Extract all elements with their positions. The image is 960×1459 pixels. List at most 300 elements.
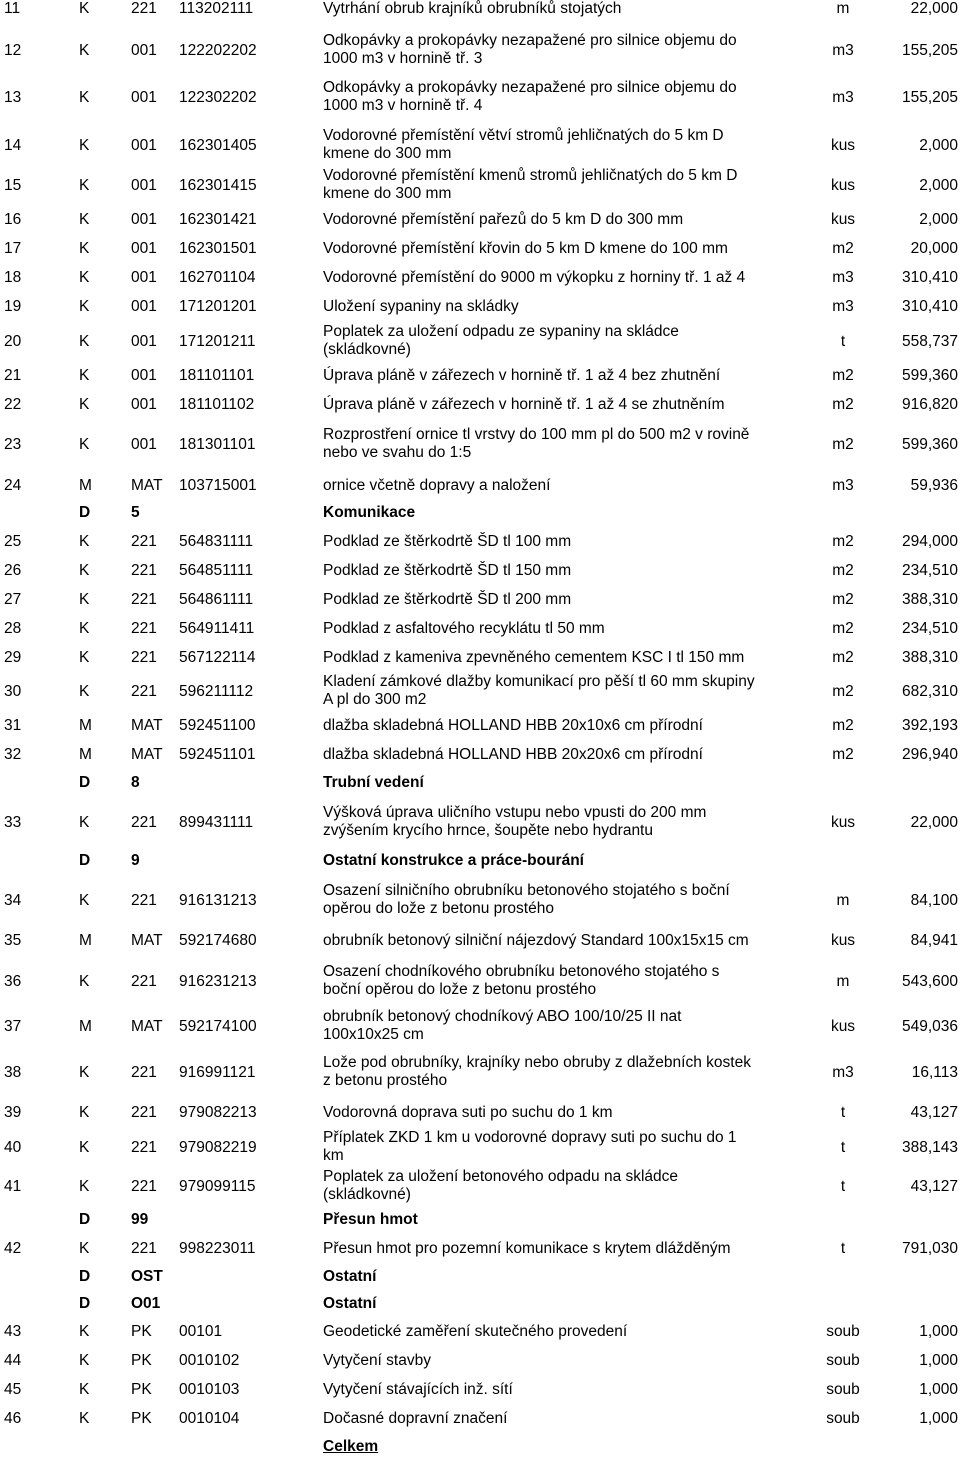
row-type: K	[79, 333, 90, 350]
row-type: K	[79, 396, 90, 413]
row-code: 001	[131, 436, 157, 453]
row-quantity: 392,193	[901, 717, 958, 734]
row-code: 221	[131, 814, 157, 831]
row-type: K	[79, 1240, 90, 1257]
row-quantity: 599,360	[901, 436, 958, 453]
row-number: 11	[4, 0, 21, 17]
row-number: 25	[4, 533, 22, 550]
row-code: 001	[131, 367, 157, 384]
row-code: 001	[131, 298, 157, 315]
row-unit: kus	[830, 211, 856, 228]
row-description: dlažba skladebná HOLLAND HBB 20x20x6 cm přírodní	[323, 746, 703, 763]
table-row	[0, 477, 960, 495]
table-row	[0, 324, 960, 360]
section-row	[0, 1295, 960, 1313]
row-type: K	[79, 562, 90, 579]
row-description: (skládkovné)	[323, 341, 411, 358]
row-number: 24	[4, 477, 22, 494]
row-type: K	[79, 973, 90, 990]
row-type: M	[79, 932, 92, 949]
row-number: 18	[4, 269, 22, 286]
row-unit: m2	[832, 717, 854, 734]
row-unit: m2	[832, 746, 854, 763]
row-quantity: 155,205	[901, 42, 958, 59]
row-code: 221	[131, 0, 157, 17]
table-row	[0, 168, 960, 204]
row-description: Vodorovné přemístění do 9000 m výkopku z horniny tř. 1 až 4	[323, 269, 746, 286]
row-number: 22	[4, 396, 22, 413]
row-description: nebo ve svahu do 1:5	[323, 444, 472, 461]
row-code: 221	[131, 892, 157, 909]
row-type: K	[79, 1323, 90, 1340]
row-code: 001	[131, 42, 157, 59]
row-unit: t	[840, 1104, 846, 1121]
section-row	[0, 1268, 960, 1286]
row-unit: m2	[832, 533, 854, 550]
row-code: 221	[131, 683, 157, 700]
row-description: 1000 m3 v hornině tř. 4	[323, 97, 483, 114]
row-code: 5	[131, 504, 140, 521]
row-code: MAT	[131, 477, 163, 494]
row-code: 001	[131, 269, 157, 286]
row-number: 44	[4, 1352, 22, 1369]
table-row	[0, 649, 960, 667]
table-row	[0, 805, 960, 841]
row-description: Podklad ze štěrkodrtě ŠD tl 100 mm	[323, 533, 572, 550]
table-row	[0, 1410, 960, 1428]
table-row	[0, 1323, 960, 1341]
row-quantity: 43,127	[910, 1178, 958, 1195]
table-row	[0, 591, 960, 609]
row-item-number: 916131213	[179, 892, 257, 909]
table-row	[0, 0, 960, 18]
table-row	[0, 128, 960, 164]
table-row	[0, 80, 960, 116]
row-type: K	[79, 42, 90, 59]
row-description: Komunikace	[323, 504, 416, 521]
table-row	[0, 1009, 960, 1045]
row-code: PK	[131, 1352, 152, 1369]
row-number: 43	[4, 1323, 22, 1340]
row-type: K	[79, 367, 90, 384]
row-unit: m3	[832, 1064, 854, 1081]
row-code: 221	[131, 1104, 157, 1121]
row-quantity: 294,000	[901, 533, 958, 550]
row-number: 15	[4, 177, 22, 194]
row-quantity: 791,030	[901, 1240, 958, 1257]
section-row	[0, 504, 960, 522]
row-quantity: 84,100	[910, 892, 958, 909]
row-description: Vytrhání obrub krajníků obrubníků stojatých	[323, 0, 622, 17]
row-quantity: 388,143	[901, 1139, 958, 1156]
row-type: K	[79, 298, 90, 315]
row-item-number: 162701104	[179, 269, 256, 286]
row-description: Výšková úprava uličního vstupu nebo vpusti do 200 mm	[323, 804, 707, 821]
row-number: 37	[4, 1018, 22, 1035]
row-unit: soub	[826, 1323, 860, 1340]
table-row	[0, 1130, 960, 1166]
row-item-number: 592451100	[179, 717, 256, 734]
row-item-number: 122302202	[179, 89, 257, 106]
row-item-number: 596211112	[179, 683, 254, 700]
row-quantity: 1,000	[919, 1381, 958, 1398]
row-unit: kus	[830, 177, 856, 194]
row-code: 221	[131, 1139, 157, 1156]
row-number: 20	[4, 333, 22, 350]
row-quantity: 234,510	[901, 562, 958, 579]
row-description: km	[323, 1147, 344, 1164]
row-unit: m3	[832, 42, 854, 59]
row-description: dlažba skladebná HOLLAND HBB 20x10x6 cm přírodní	[323, 717, 703, 734]
row-item-number: 564861111	[179, 591, 254, 608]
row-type: K	[79, 269, 90, 286]
row-quantity: 599,360	[901, 367, 958, 384]
row-item-number: 0010102	[179, 1352, 240, 1369]
table-row	[0, 717, 960, 735]
row-unit: t	[840, 1178, 846, 1195]
row-unit: m3	[832, 269, 854, 286]
table-row	[0, 746, 960, 764]
row-unit: m2	[832, 620, 854, 637]
row-type: K	[79, 240, 90, 257]
table-row	[0, 674, 960, 710]
row-description: Trubní vedení	[323, 774, 424, 791]
row-number: 27	[4, 591, 22, 608]
row-quantity: 310,410	[901, 269, 958, 286]
table-row	[0, 427, 960, 463]
row-item-number: 00101	[179, 1323, 223, 1340]
row-description: Osazení chodníkového obrubníku betonového stojatého s	[323, 963, 720, 980]
table-row	[0, 883, 960, 919]
row-quantity: 1,000	[919, 1352, 958, 1369]
row-item-number: 103715001	[179, 477, 257, 494]
row-unit: m	[836, 892, 850, 909]
row-description: kmene do 300 mm	[323, 145, 452, 162]
row-type: M	[79, 477, 92, 494]
row-description: 1000 m3 v hornině tř. 3	[323, 50, 483, 67]
row-description: Vodorovná doprava suti po suchu do 1 km	[323, 1104, 613, 1121]
row-type: K	[79, 211, 90, 228]
row-description: Uložení sypaniny na skládky	[323, 298, 519, 315]
table-row	[0, 620, 960, 638]
row-item-number: 564851111	[179, 562, 254, 579]
row-code: 221	[131, 649, 157, 666]
row-type: K	[79, 683, 90, 700]
row-number: 12	[4, 42, 22, 59]
row-unit: kus	[830, 814, 856, 831]
row-unit: soub	[826, 1352, 860, 1369]
row-item-number: 564911411	[179, 620, 255, 637]
row-quantity: 2,000	[919, 177, 958, 194]
row-number: 35	[4, 932, 22, 949]
row-code: MAT	[131, 1018, 163, 1035]
row-type: D	[79, 504, 91, 521]
row-number: 31	[4, 717, 22, 734]
row-type: K	[79, 89, 90, 106]
row-type: K	[79, 1410, 90, 1427]
row-item-number: 122202202	[179, 42, 257, 59]
row-description: opěrou do lože z betonu prostého	[323, 900, 554, 917]
row-type: M	[79, 717, 92, 734]
row-quantity: 43,127	[910, 1104, 958, 1121]
row-item-number: 162301421	[179, 211, 257, 228]
row-item-number: 592451101	[179, 746, 256, 763]
row-unit: m	[836, 973, 850, 990]
row-code: 221	[131, 1178, 157, 1195]
row-type: K	[79, 814, 90, 831]
row-type: K	[79, 1352, 90, 1369]
row-number: 16	[4, 211, 22, 228]
row-type: K	[79, 1139, 90, 1156]
row-description: Podklad z kameniva zpevněného cementem KSC I tl 150 mm	[323, 649, 745, 666]
row-type: D	[79, 1295, 91, 1312]
row-quantity: 558,737	[901, 333, 958, 350]
row-description: obrubník betonový chodníkový ABO 100/10/25 II nat	[323, 1008, 682, 1025]
row-code: MAT	[131, 746, 163, 763]
row-description: (skládkovné)	[323, 1186, 411, 1203]
row-description: Podklad ze štěrkodrtě ŠD tl 150 mm	[323, 562, 572, 579]
row-unit: t	[840, 1240, 846, 1257]
row-quantity: 234,510	[901, 620, 958, 637]
row-description: Úprava pláně v zářezech v hornině tř. 1 až 4 se zhutněním	[323, 396, 725, 413]
row-number: 29	[4, 649, 22, 666]
table-row	[0, 240, 960, 258]
row-item-number: 916231213	[179, 973, 257, 990]
row-description: Lože pod obrubníky, krajníky nebo obruby z dlažebních kostek	[323, 1054, 751, 1071]
row-quantity: 543,600	[901, 973, 958, 990]
row-type: K	[79, 436, 90, 453]
row-code: 001	[131, 211, 157, 228]
table-row	[0, 33, 960, 69]
row-description: Ostatní	[323, 1268, 377, 1285]
row-number: 13	[4, 89, 22, 106]
row-unit: m2	[832, 683, 854, 700]
row-item-number: 979099115	[179, 1178, 256, 1195]
row-quantity: 310,410	[901, 298, 958, 315]
section-row	[0, 1211, 960, 1229]
row-code: MAT	[131, 717, 163, 734]
row-type: K	[79, 1064, 90, 1081]
row-item-number: 181301101	[179, 436, 256, 453]
row-code: PK	[131, 1410, 152, 1427]
row-item-number: 979082213	[179, 1104, 257, 1121]
row-code: OST	[131, 1268, 163, 1285]
row-description: Ostatní konstrukce a práce-bourání	[323, 852, 584, 869]
row-code: 001	[131, 89, 157, 106]
row-code: 221	[131, 533, 157, 550]
row-item-number: 171201201	[179, 298, 257, 315]
row-description: Vytyčení stávajících inž. sítí	[323, 1381, 513, 1398]
row-quantity: 388,310	[901, 591, 958, 608]
row-type: M	[79, 746, 92, 763]
row-type: K	[79, 591, 90, 608]
row-unit: t	[840, 1139, 846, 1156]
row-code: 001	[131, 177, 157, 194]
row-description: Odkopávky a prokopávky nezapažené pro silnice objemu do	[323, 79, 737, 96]
row-description: Přesun hmot pro pozemní komunikace s krytem dlážděným	[323, 1240, 731, 1257]
row-description: kmene do 300 mm	[323, 185, 452, 202]
row-quantity: 916,820	[901, 396, 958, 413]
row-quantity: 20,000	[910, 240, 958, 257]
row-code: 9	[131, 852, 140, 869]
row-type: D	[79, 1211, 91, 1228]
row-number: 40	[4, 1139, 22, 1156]
table-row	[0, 367, 960, 385]
row-type: K	[79, 649, 90, 666]
row-number: 19	[4, 298, 22, 315]
row-description: Vodorovné přemístění křovin do 5 km D kmene do 100 mm	[323, 240, 728, 257]
row-code: O01	[131, 1295, 161, 1312]
table-row	[0, 1169, 960, 1205]
row-code: 221	[131, 1064, 157, 1081]
row-code: 99	[131, 1211, 149, 1228]
row-type: K	[79, 0, 90, 17]
table-row	[0, 964, 960, 1000]
row-quantity: 84,941	[910, 932, 958, 949]
row-description: Vodorovné přemístění kmenů stromů jehličnatých do 5 km D	[323, 167, 738, 184]
row-item-number: 0010104	[179, 1410, 240, 1427]
row-unit: m2	[832, 649, 854, 666]
row-item-number: 181101101	[179, 367, 255, 384]
row-description: Rozprostření ornice tl vrstvy do 100 mm pl do 500 m2 v rovině	[323, 426, 750, 443]
row-code: MAT	[131, 932, 163, 949]
row-number: 28	[4, 620, 22, 637]
row-number: 30	[4, 683, 22, 700]
row-code: 221	[131, 1240, 157, 1257]
row-unit: m2	[832, 562, 854, 579]
row-item-number: 592174100	[179, 1018, 257, 1035]
row-description: Vodorovné přemístění pařezů do 5 km D do 300 mm	[323, 211, 684, 228]
table-row	[0, 1104, 960, 1122]
row-number: 14	[4, 137, 22, 154]
row-type: D	[79, 774, 91, 791]
row-quantity: 59,936	[910, 477, 958, 494]
row-description: boční opěrou do lože z betonu prostého	[323, 981, 597, 998]
row-description: A pl do 300 m2	[323, 691, 427, 708]
section-row	[0, 852, 960, 870]
section-row	[0, 774, 960, 792]
row-number: 36	[4, 973, 22, 990]
row-unit: m2	[832, 396, 854, 413]
row-number: 26	[4, 562, 22, 579]
table-row	[0, 396, 960, 414]
row-number: 21	[4, 367, 22, 384]
row-description: Celkem	[323, 1438, 379, 1455]
row-unit: kus	[830, 1018, 856, 1035]
row-number: 42	[4, 1240, 22, 1257]
row-code: PK	[131, 1323, 152, 1340]
row-unit: m3	[832, 298, 854, 315]
row-quantity: 296,940	[901, 746, 958, 763]
row-item-number: 113202111	[179, 0, 254, 17]
row-description: Podklad z asfaltového recyklátu tl 50 mm	[323, 620, 605, 637]
row-unit: soub	[826, 1410, 860, 1427]
row-quantity: 2,000	[919, 137, 958, 154]
row-number: 45	[4, 1381, 22, 1398]
row-unit: m	[836, 0, 850, 17]
row-type: D	[79, 1268, 91, 1285]
row-item-number: 567122114	[179, 649, 256, 666]
row-number: 17	[4, 240, 22, 257]
row-description: Dočasné dopravní značení	[323, 1410, 508, 1427]
row-quantity: 549,036	[901, 1018, 958, 1035]
table-row	[0, 1381, 960, 1399]
row-description: Ostatní	[323, 1295, 377, 1312]
row-quantity: 682,310	[901, 683, 958, 700]
row-code: 001	[131, 333, 157, 350]
row-code: 8	[131, 774, 140, 791]
row-quantity: 1,000	[919, 1323, 958, 1340]
row-unit: m2	[832, 436, 854, 453]
table-row	[0, 562, 960, 580]
row-item-number: 162301501	[179, 240, 257, 257]
row-quantity: 2,000	[919, 211, 958, 228]
row-description: obrubník betonový silniční nájezdový Standard 100x15x15 cm	[323, 932, 749, 949]
row-description: 100x10x25 cm	[323, 1026, 424, 1043]
row-code: 001	[131, 137, 157, 154]
row-number: 41	[4, 1178, 22, 1195]
row-description: Vodorovné přemístění větví stromů jehličnatých do 5 km D	[323, 127, 724, 144]
row-item-number: 162301405	[179, 137, 257, 154]
row-description: ornice včetně dopravy a naložení	[323, 477, 551, 494]
row-unit: kus	[830, 932, 856, 949]
row-type: K	[79, 137, 90, 154]
row-type: K	[79, 1178, 90, 1195]
table-row	[0, 211, 960, 229]
row-item-number: 181101102	[179, 396, 255, 413]
row-quantity: 22,000	[910, 814, 958, 831]
row-description: Přesun hmot	[323, 1211, 418, 1228]
table-row	[0, 1240, 960, 1258]
row-unit: soub	[826, 1381, 860, 1398]
table-row	[0, 1055, 960, 1091]
row-item-number: 899431111	[179, 814, 254, 831]
row-code: 221	[131, 620, 157, 637]
row-item-number: 171201211	[179, 333, 256, 350]
row-type: K	[79, 620, 90, 637]
row-description: z betonu prostého	[323, 1072, 448, 1089]
row-code: 001	[131, 240, 157, 257]
row-type: M	[79, 1018, 92, 1035]
row-code: 221	[131, 973, 157, 990]
row-number: 39	[4, 1104, 22, 1121]
row-number: 33	[4, 814, 22, 831]
row-type: K	[79, 892, 90, 909]
row-item-number: 916991121	[179, 1064, 256, 1081]
row-quantity: 1,000	[919, 1410, 958, 1427]
row-unit: m2	[832, 591, 854, 608]
row-code: 221	[131, 562, 157, 579]
row-description: Geodetické zaměření skutečného provedení	[323, 1323, 628, 1340]
row-quantity: 16,113	[911, 1064, 958, 1081]
row-description: Vytyčení stavby	[323, 1352, 431, 1369]
row-type: K	[79, 1381, 90, 1398]
row-description: Poplatek za uložení betonového odpadu na skládce	[323, 1168, 679, 1185]
row-item-number: 162301415	[179, 177, 257, 194]
row-unit: m3	[832, 89, 854, 106]
row-code: PK	[131, 1381, 152, 1398]
row-quantity: 22,000	[910, 0, 958, 17]
row-number: 38	[4, 1064, 22, 1081]
row-item-number: 0010103	[179, 1381, 240, 1398]
row-quantity: 155,205	[901, 89, 958, 106]
row-unit: m3	[832, 477, 854, 494]
table-row	[0, 533, 960, 551]
total-row	[0, 1438, 960, 1456]
row-description: Kladení zámkové dlažby komunikací pro pěší tl 60 mm skupiny	[323, 673, 755, 690]
row-unit: m2	[832, 367, 854, 384]
row-unit: m2	[832, 240, 854, 257]
